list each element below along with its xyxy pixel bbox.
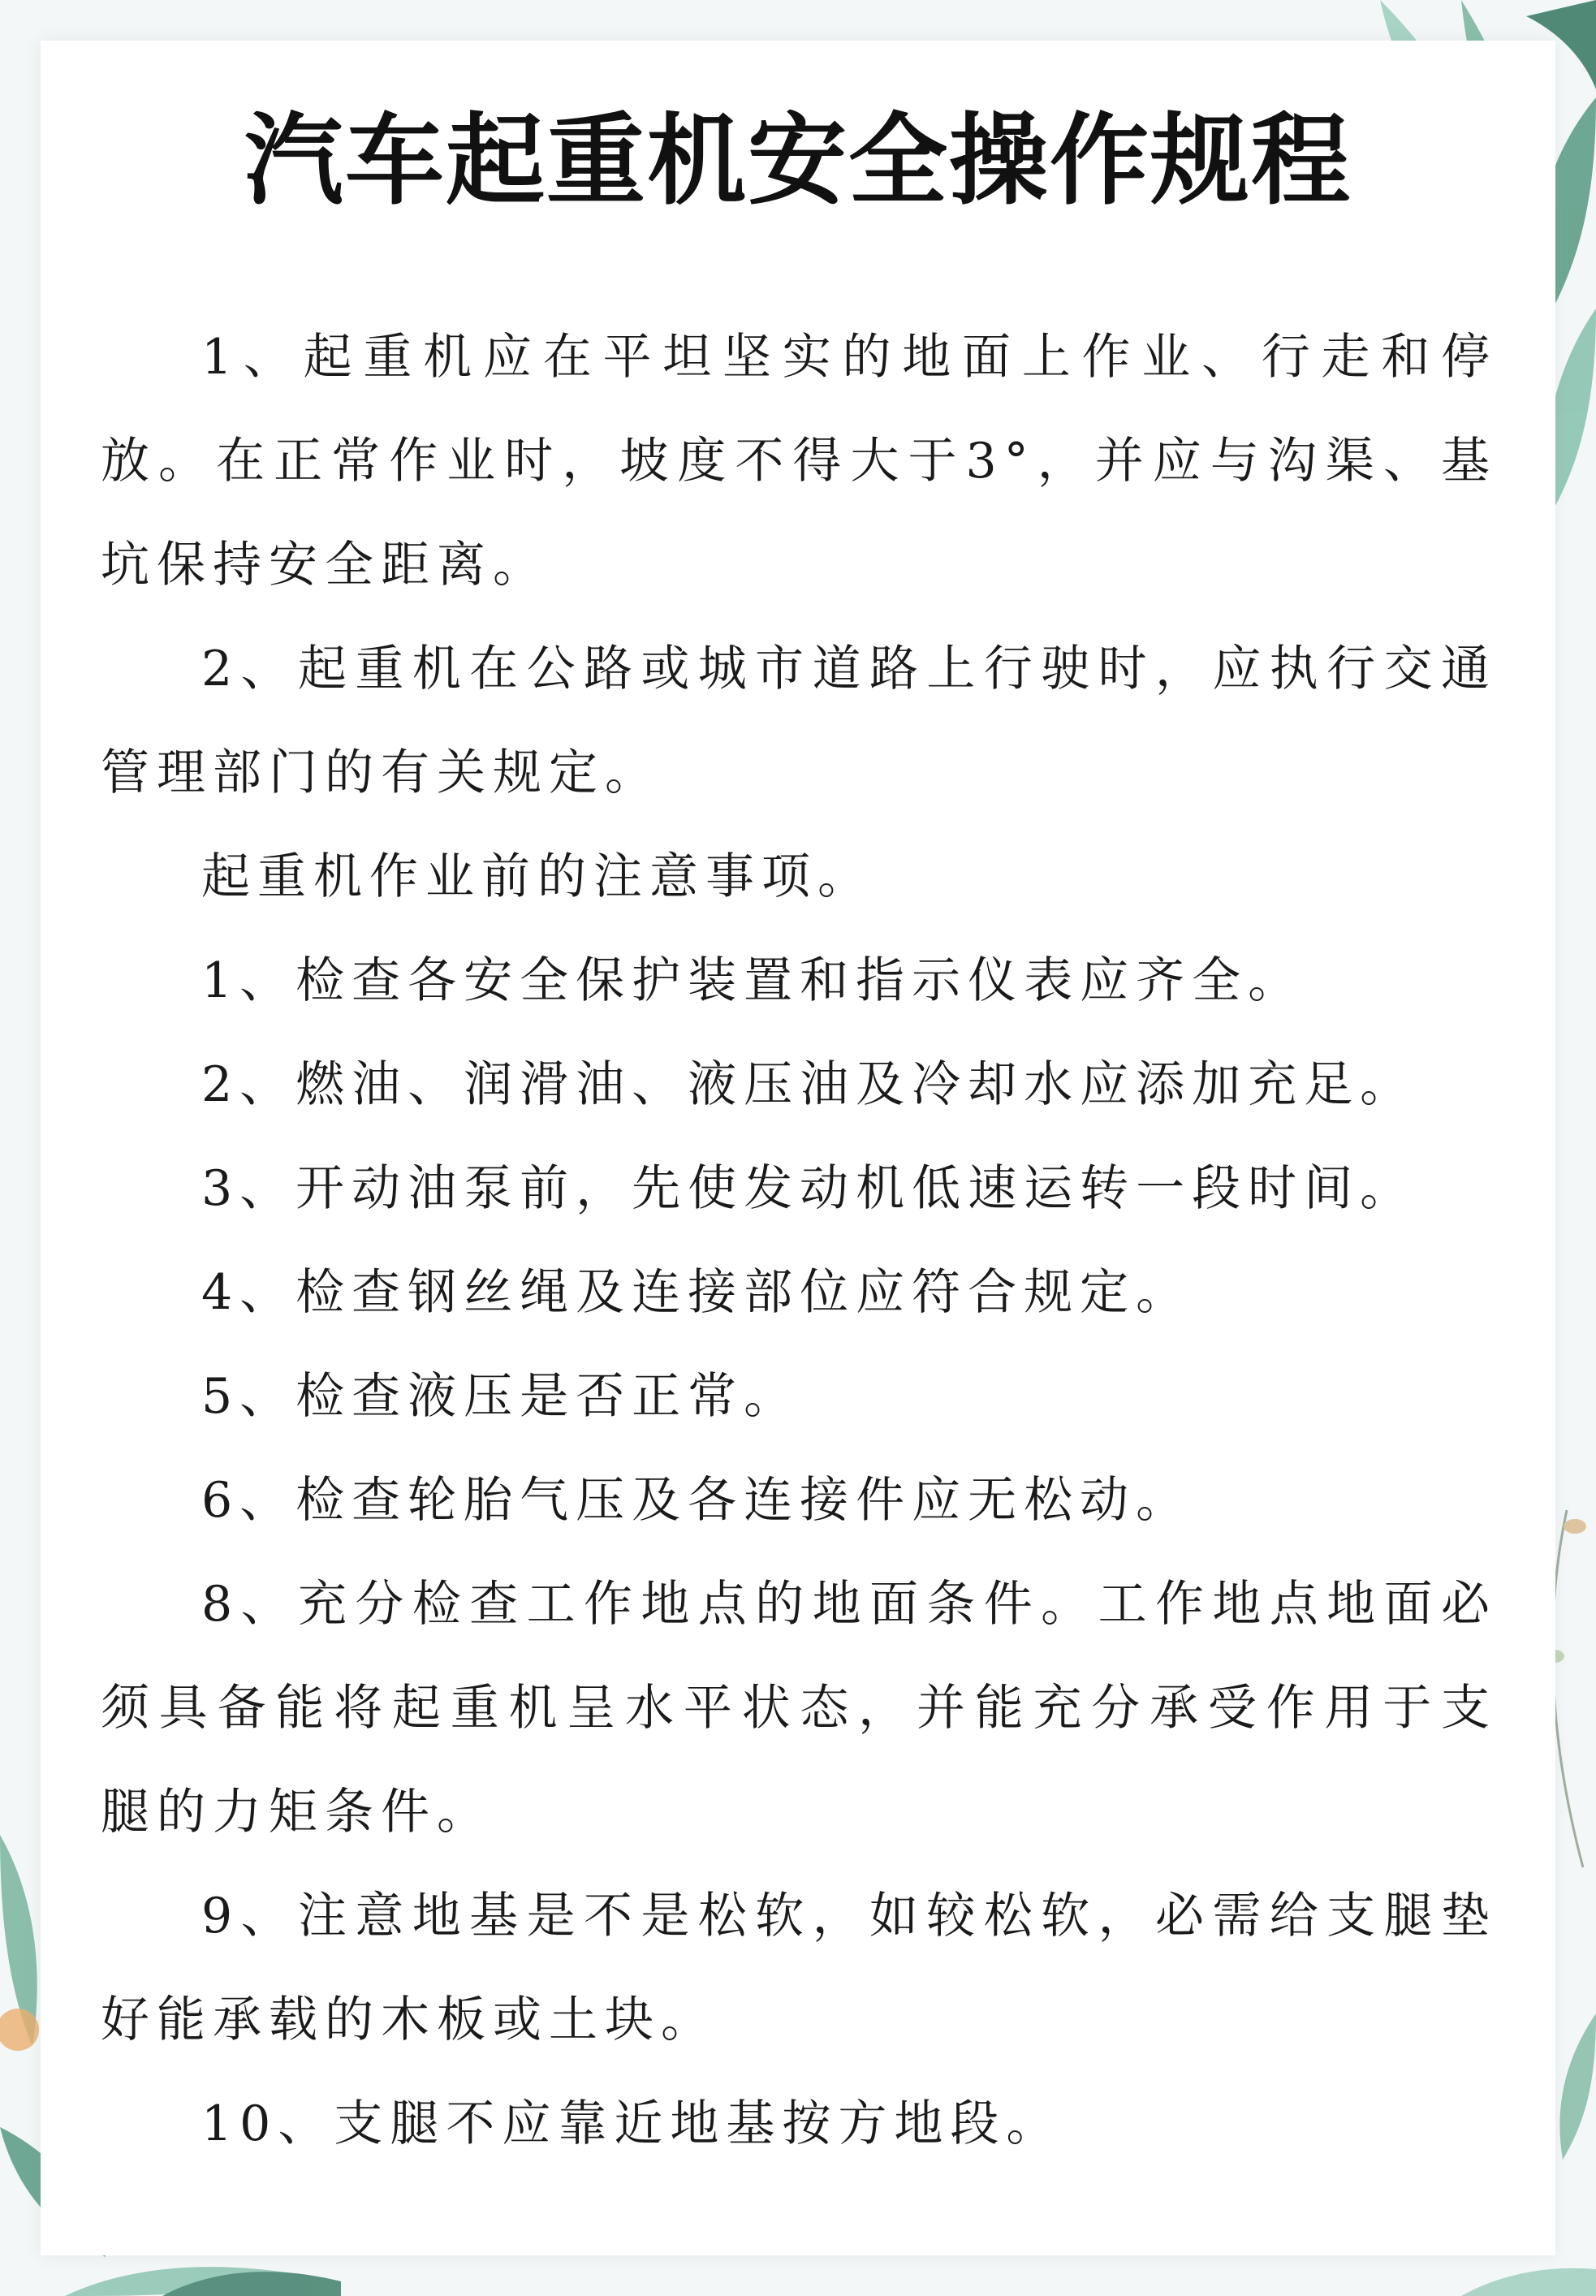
paragraph: 3、开动油泵前，先使发动机低速运转一段时间。 [201, 1160, 1417, 1217]
paragraph: 10、支腿不应靠近地基按方地段。 [201, 2095, 1063, 2152]
paragraph: 9、注意地基是不是松软，如较松软，必需给支腿垫好能承载的木板或土块。 [101, 1888, 1497, 2048]
paragraph: 1、起重机应在平坦坚实的地面上作业、行走和停放。在正常作业时，坡度不得大于3°，并应与沟渠、基坑保持安全距离。 [101, 329, 1497, 593]
document-body [101, 305, 1497, 2176]
paragraph: 6、检查轮胎气压及各连接件应无松动。 [201, 1472, 1193, 1529]
paragraph: 1、检查各安全保护装置和指示仪表应齐全。 [201, 952, 1305, 1009]
leaf-cluster-bottom [65, 2267, 1596, 2296]
paragraph: 2、起重机在公路或城市道路上行驶时，应执行交通管理部门的有关规定。 [101, 641, 1497, 801]
paragraph: 4、检查钢丝绳及连接部位应符合规定。 [201, 1264, 1193, 1321]
paragraph: 2、燃油、润滑油、液压油及冷却水应添加充足。 [201, 1056, 1417, 1113]
paragraph: 5、检查液压是否正常。 [201, 1368, 800, 1425]
paragraph: 起重机作业前的注意事项。 [201, 848, 873, 905]
paragraph: 8、充分检查工作地点的地面条件。工作地点地面必须具备能将起重机呈水平状态，并能充分承受作用于支腿的力矩条件。 [101, 1576, 1497, 1841]
document-title: 汽车起重机安全操作规程 [244, 103, 1352, 218]
